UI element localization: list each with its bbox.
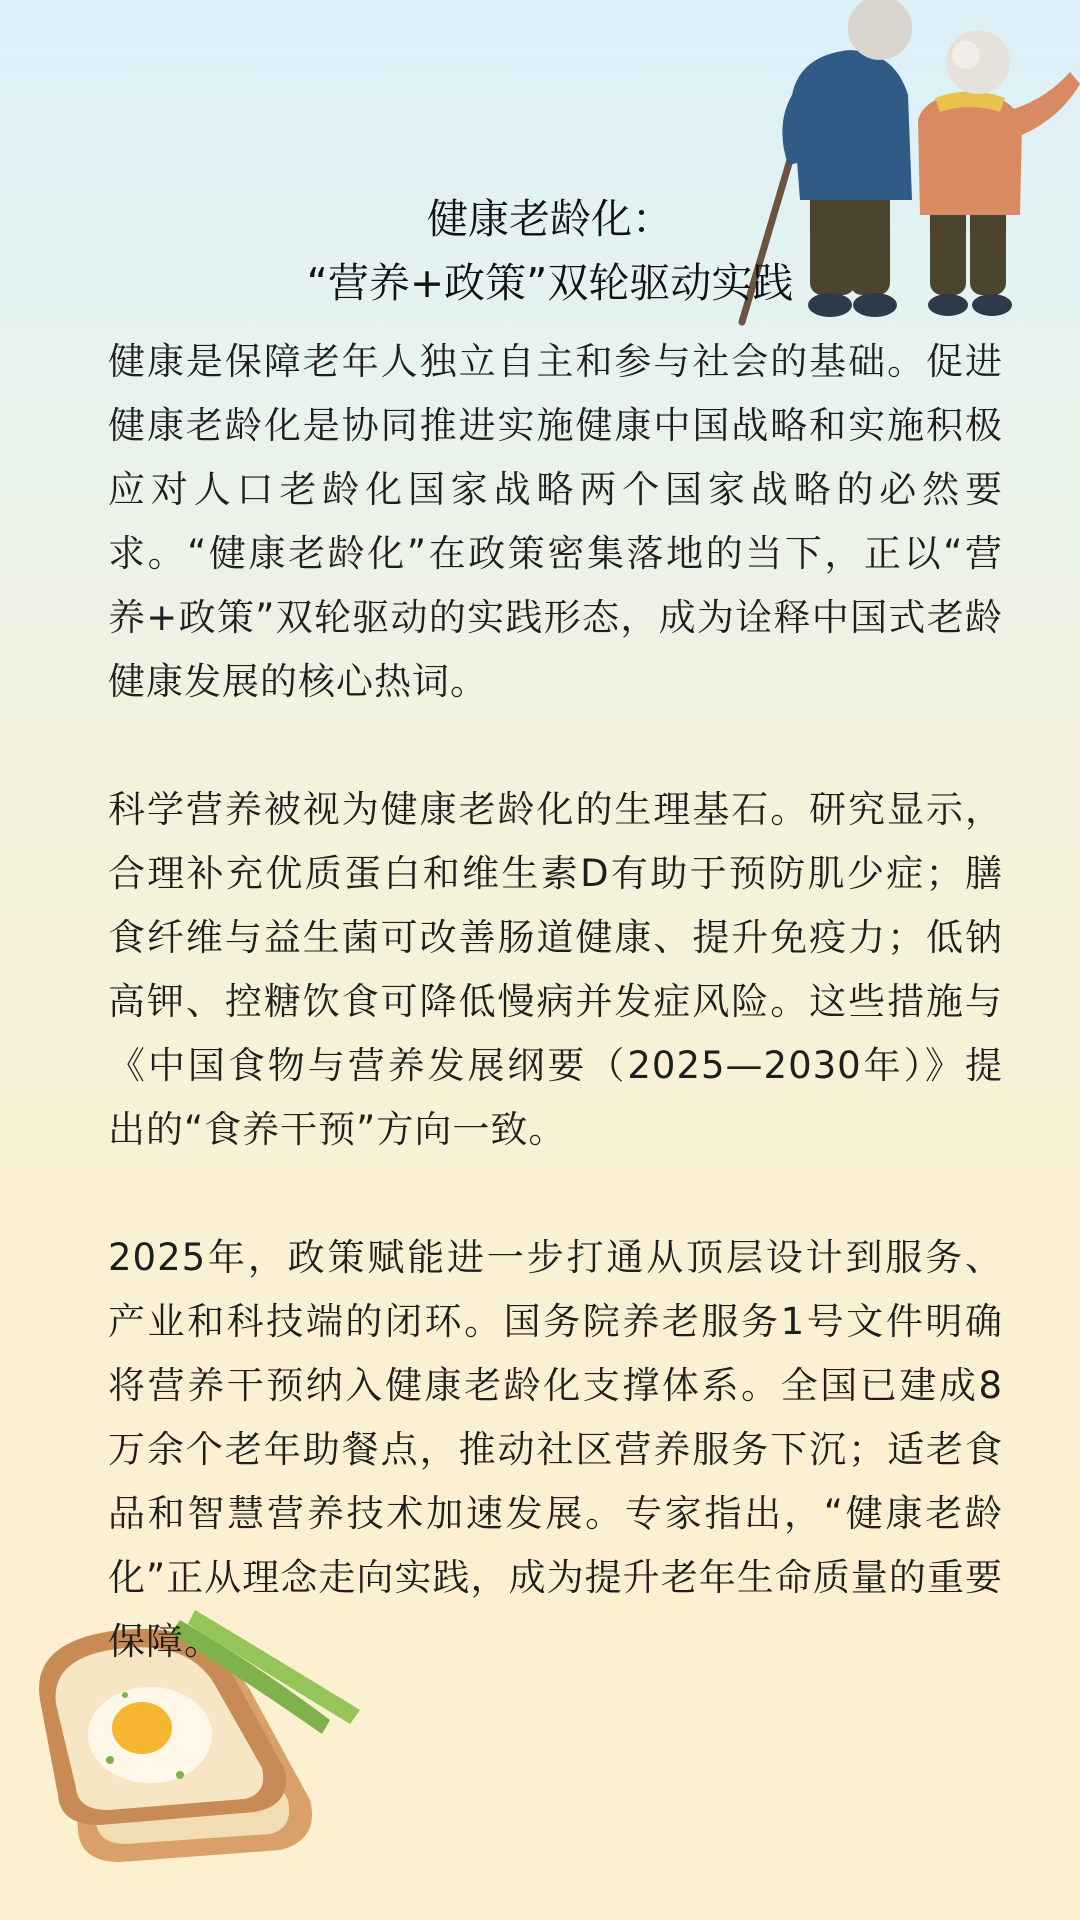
paragraph-3: 2025年，政策赋能进一步打通从顶层设计到服务、产业和科技端的闭环。国务院养老服务1号文件明确将营养干预纳入健康老龄化支撑体系。全国已建成8万余个老年助餐点，推动社区营养服务下沉；适老食品和智慧营养技术加速发展。专家指出，“健康老龄化”正从理念走向实践，成为提升老年生命质量的重要保障。 <box>108 1236 1003 1663</box>
article-body <box>108 330 1003 1674</box>
title-line-1: 健康老龄化： <box>427 195 673 244</box>
paragraph-1: 健康是保障老年人独立自主和参与社会的基础。促进健康老龄化是协同推进实施健康中国战略和实施积极应对人口老龄化国家战略两个国家战略的必然要求。“健康老龄化”在政策密集落地的当下，正以“营养+政策”双轮驱动的实践形态，成为诠释中国式老龄健康发展的核心热词。 <box>108 340 1003 703</box>
article-title <box>200 187 900 315</box>
title-line-2: “营养+政策”双轮驱动实践 <box>306 259 794 308</box>
paragraph-2: 科学营养被视为健康老龄化的生理基石。研究显示，合理补充优质蛋白和维生素D有助于预防肌少症；膳食纤维与益生菌可改善肠道健康、提升免疫力；低钠高钾、控糖饮食可降低慢病并发症风险。这些措施与《中国食物与营养发展纲要（2025—2030年）》提出的“食养干预”方向一致。 <box>108 788 1003 1151</box>
